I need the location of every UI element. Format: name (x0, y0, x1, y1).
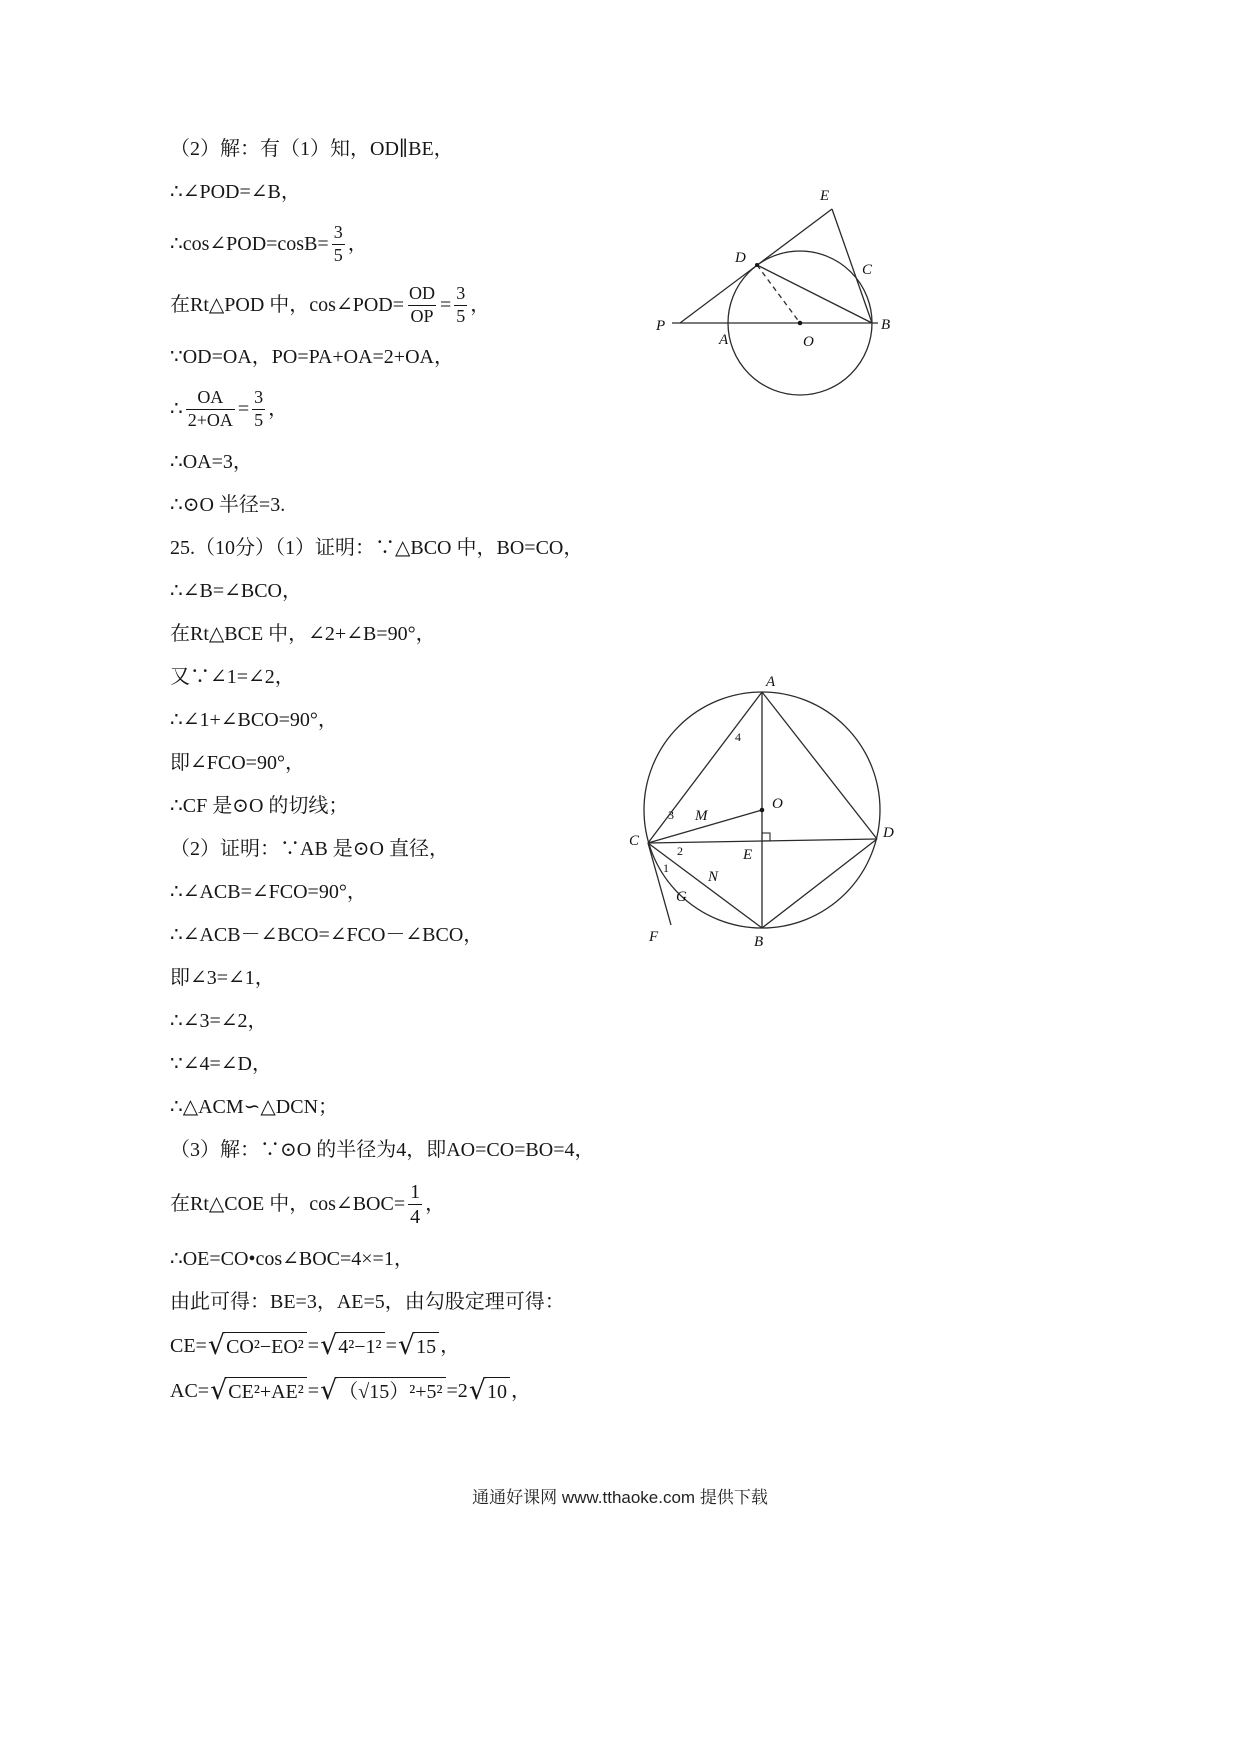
solution-line: 由此可得：BE=3，AE=5，由勾股定理可得： (170, 1290, 565, 1313)
point-label-c: C (629, 833, 640, 849)
angle-label-2: 2 (677, 844, 683, 858)
solution-line: ∵∠4=∠D， (170, 1052, 272, 1075)
radicand: CE²+AE² (225, 1377, 307, 1405)
math-text: ， (347, 233, 368, 256)
solution-line: ∴CF 是⊙O 的切线； (170, 794, 349, 817)
solution-line: ∴⊙O 半径=3. (170, 493, 286, 516)
point-label-m: M (695, 808, 708, 824)
solution-line: ∴OE=CO•cos∠BOC=4×=1， (170, 1247, 414, 1270)
solution-line (170, 1332, 640, 1360)
radical (210, 1377, 307, 1405)
fraction (332, 222, 345, 266)
math-text: = (307, 1334, 320, 1357)
math-text: =2 (446, 1379, 468, 1402)
math-text: ∴cos∠POD=cosB= (170, 233, 329, 256)
fraction (407, 283, 437, 327)
angle-label-3: 3 (668, 808, 674, 822)
fraction-numerator: OA (197, 387, 224, 408)
math-text: ， (268, 398, 289, 421)
fraction (454, 283, 467, 327)
point-label-o: O (803, 334, 814, 350)
geometry-diagram-circle-tangent (620, 148, 920, 418)
math-text: ， (440, 1334, 461, 1357)
radicand: （√15）²+5² (335, 1377, 445, 1405)
math-text: ∴ (170, 398, 183, 421)
angle-label-4: 4 (735, 730, 741, 744)
fraction-denominator: 4 (410, 1205, 421, 1228)
angle-label-1: 1 (663, 861, 669, 875)
solution-line: ∵OD=OA，PO=PA+OA=2+OA， (170, 346, 454, 369)
solution-line (170, 387, 640, 431)
solution-line: ∴∠B=∠BCO， (170, 579, 302, 602)
radical (469, 1377, 510, 1405)
point-label-p: P (656, 318, 666, 334)
solution-line: （3）解：∵⊙O 的半径为4，即AO=CO=BO=4， (170, 1138, 595, 1161)
radical-sign: √ (397, 1330, 416, 1362)
fraction (186, 387, 235, 431)
point-label-a: A (766, 674, 776, 690)
solution-line: 即∠FCO=90°， (170, 751, 305, 774)
math-text: = (307, 1379, 320, 1402)
math-text: 在Rt△COE 中，cos∠BOC= (170, 1193, 406, 1216)
point-label-n: N (708, 869, 719, 885)
fraction (408, 1180, 422, 1229)
fraction-denominator: OP (410, 305, 434, 326)
radical (208, 1332, 307, 1360)
math-text: = (237, 398, 250, 421)
radical (320, 1377, 445, 1405)
solution-line (170, 1180, 640, 1229)
point-label-d: D (883, 825, 894, 841)
fraction-denominator: 5 (456, 305, 466, 326)
solution-line: 25.（10分）（1）证明：∵△BCO 中，BO=CO， (170, 536, 584, 559)
fraction-denominator: 5 (254, 409, 264, 430)
radical-sign: √ (320, 1330, 338, 1362)
math-text: ， (470, 294, 491, 317)
point-label-b: B (754, 934, 764, 950)
solution-line: ∴∠ACB=∠FCO=90°， (170, 880, 367, 903)
radicand: CO²−EO² (223, 1332, 307, 1360)
point-label-g: G (676, 889, 687, 905)
radical (320, 1332, 385, 1360)
solution-line: （2）解：有（1）知，OD∥BE， (170, 138, 454, 160)
solution-line (170, 1377, 640, 1405)
solution-line: 在Rt△BCE 中，∠2+∠B=90°， (170, 622, 436, 645)
point-dot-d (755, 263, 759, 267)
solution-line: 即∠3=∠1， (170, 966, 275, 989)
math-text: CE= (170, 1334, 207, 1357)
fraction-denominator: 5 (333, 244, 343, 265)
radical-sign: √ (468, 1375, 487, 1407)
point-label-b: B (881, 317, 891, 333)
solution-line: ∴∠POD=∠B， (170, 181, 301, 203)
solution-line: ∴OA=3， (170, 450, 253, 473)
fraction (252, 387, 265, 431)
radical-sign: √ (207, 1330, 226, 1362)
solution-line: ∴△ACM∽△DCN； (170, 1095, 339, 1118)
fraction-numerator: OD (409, 283, 435, 304)
center-dot-o (798, 321, 803, 326)
radical-sign: √ (320, 1375, 338, 1407)
geometry-diagram-circle-chords (600, 668, 900, 968)
solution-line: 又∵∠1=∠2， (170, 665, 295, 688)
math-text: ， (511, 1379, 532, 1402)
radical (398, 1332, 439, 1360)
solution-line (170, 283, 640, 327)
solution-line: ∴∠3=∠2， (170, 1009, 268, 1032)
solution-line: （2）证明：∵AB 是⊙O 直径， (170, 837, 449, 860)
fraction-numerator: 3 (333, 222, 343, 242)
math-text: AC= (170, 1379, 210, 1402)
point-label-e: E (743, 847, 753, 863)
radicand: 4²−1² (335, 1332, 384, 1360)
fraction-numerator: 3 (456, 283, 466, 304)
footer-text: 通通好课网 www.tthaoke.com 提供下载 (472, 1488, 768, 1507)
center-dot-o (760, 808, 765, 813)
point-label-c: C (862, 262, 873, 278)
fraction-numerator: 1 (410, 1180, 421, 1203)
solution-line: ∴∠ACB－∠BCO=∠FCO－∠BCO， (170, 923, 484, 946)
point-label-e: E (820, 188, 830, 204)
point-label-f: F (649, 929, 659, 945)
point-label-d: D (735, 250, 746, 266)
math-text: = (440, 294, 452, 317)
radicand: 10 (484, 1377, 510, 1405)
tangent-c-f (648, 843, 671, 925)
chord-a-d (762, 692, 877, 839)
point-label-a: A (719, 332, 729, 348)
radicand: 15 (413, 1332, 439, 1360)
dashed-segment-d-o (757, 265, 800, 323)
math-text: 在Rt△POD 中，cos∠POD= (170, 294, 404, 317)
fraction-denominator: 2+OA (187, 409, 233, 430)
point-label-o: O (772, 796, 783, 812)
math-text: = (385, 1334, 397, 1357)
right-angle-mark-e (762, 833, 770, 841)
solution-text-column (170, 136, 640, 1405)
fraction-numerator: 3 (254, 387, 264, 408)
solution-line: ∴∠1+∠BCO=90°， (170, 708, 338, 731)
chord-b-d (762, 839, 877, 928)
math-text: ， (425, 1193, 446, 1216)
radical-sign: √ (210, 1375, 228, 1407)
solution-line (170, 222, 640, 266)
